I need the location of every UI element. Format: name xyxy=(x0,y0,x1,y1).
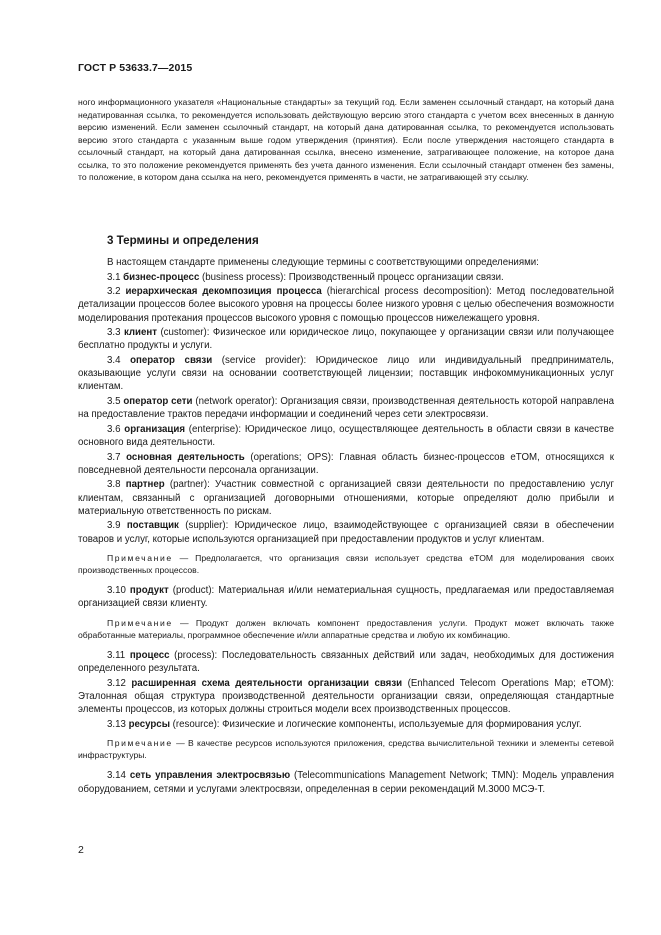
term-3-3: 3.3 клиент (customer): Физическое или юридическое лицо, покупающее у организации связи или получающее бесплатно продукты и услуги. xyxy=(78,327,614,352)
note-3: Примечание — В качестве ресурсов используются приложения, средства вычислительной техники и элементы сетевой инфраструктуры. xyxy=(78,738,614,761)
definitions-body xyxy=(78,256,614,796)
term-name: партнер xyxy=(125,479,165,491)
term-name: оператор связи xyxy=(130,354,213,366)
term-name: иерархическая декомпозиция процесса xyxy=(125,286,322,298)
term-3-13: 3.13 ресурсы (resource): Физические и логические компоненты, используемые для формирования услуг. xyxy=(107,718,582,730)
term-name: поставщик xyxy=(126,520,179,532)
note-label: Примечание xyxy=(107,738,173,748)
note-label: Примечание xyxy=(107,552,173,563)
term-3-14: 3.14 сеть управления электросвязью (Telecommunications Management Network; TMN): Модель управления оборудованием, сетями и услугами электросвязи, определенная в серии рекомендаций М.3000 МСЭ-Т. xyxy=(78,770,614,795)
note-label: Примечание xyxy=(107,617,173,628)
term-name: продукт xyxy=(129,585,169,597)
term-3-12: 3.12 расширенная схема деятельности организации связи (Enhanced Telecom Operations Map; eTOM): Эталонная общая структура производственной деятельности организации связи, определяющая стандартные элементы процессов, из которых должны строиться модели всех производственных процессов. xyxy=(78,677,614,716)
lead-paragraph: В настоящем стандарте применены следующие термины с соответствующими определениями: xyxy=(107,257,539,268)
term-3-9: 3.9 поставщик (supplier): Юридическое лицо, взаимодействующее с организацией связи в обеспечении товаров и услуг, которые используются организацией при предоставлении продуктов и услуг клиентам. xyxy=(78,520,614,545)
term-name: процесс xyxy=(129,650,170,661)
section-title: 3 Термины и определения xyxy=(107,234,259,247)
note-1: Примечание — Предполагается, что организация связи использует средства eTOM для моделирования своих производственных процессов. xyxy=(78,552,614,575)
term-name: организация xyxy=(124,423,185,435)
term-name: оператор сети xyxy=(123,395,193,407)
term-3-11: 3.11 процесс (process): Последовательность связанных действий или задач, необходимых для достижения определенного результата. xyxy=(78,650,614,675)
page-number: 2 xyxy=(78,844,84,856)
term-3-1: 3.1 бизнес-процесс (business process): Производственный процесс организации связи. xyxy=(107,271,504,283)
term-3-8: 3.8 партнер (partner): Участник совместной с организацией связи деятельности по предоставлению услуг клиентам, связанный с организацией договорными отношениями, которые определяют долю прибыли и материальную ответственность по рискам. xyxy=(78,479,614,517)
term-name: бизнес-процесс xyxy=(123,271,200,283)
term-3-5: 3.5 оператор сети (network operator): Организация связи, производственная деятельность которой направлена на предоставление трактов передачи информации и соединений через сети электросвязи. xyxy=(78,395,614,421)
term-name: сеть управления электросвязью xyxy=(129,770,291,782)
term-3-4: 3.4 оператор связи (service provider): Юридическое лицо или индивидуальный предприниматель, оказывающие услуги связи на основании соответствующей лицензии; поставщик инфокоммуникационных услуг клиентам. xyxy=(78,354,614,393)
term-name: ресурсы xyxy=(128,718,170,730)
term-3-2: 3.2 иерархическая декомпозиция процесса (hierarchical process decomposition): Метод последовательной детализации процессов более высокого уровня на процессы более низкого уровня с целью обеспечения возможности моделирования протекания процессов высокого уровня с помощью процессов нижележащего уровня. xyxy=(78,286,614,324)
term-3-7: 3.7 основная деятельность (operations; OPS): Главная область бизнес-процессов eTOM, относящихся к повседневной деятельности персонала организации. xyxy=(78,451,614,476)
term-3-6: 3.6 организация (enterprise): Юридическое лицо, осуществляющее деятельность в области связи в качестве основного вида деятельности. xyxy=(78,423,614,448)
term-3-10: 3.10 продукт (product): Материальная и/или нематериальная сущность, предлагаемая или предоставляемая организацией связи клиенту. xyxy=(78,585,614,610)
term-name: клиент xyxy=(123,327,157,339)
note-2: Примечание — Продукт должен включать компонент предоставления услуги. Продукт может включать также обработанные материалы, программное обеспечение и/или аппаратные средства и любую их комбинацию. xyxy=(78,617,614,640)
standard-header: ГОСТ Р 53633.7—2015 xyxy=(78,62,193,74)
term-name: основная деятельность xyxy=(126,451,245,463)
term-name: расширенная схема деятельности организации связи xyxy=(131,677,403,689)
intro-paragraph: ного информационного указателя «Национальные стандарты» за текущий год. Если заменен ссылочный стандарт, на который дана недатированная ссылка, то рекомендуется использовать действующую версию этого стандарта с учетом всех внесенных в данную версию изменений. Если заменен ссылочный стандарт, на который дана датированная ссылка, то рекомендуется использовать версию этого стандарта с указанным выше годом утверждения (принятия). Если после утверждения настоящего стандарта в ссылочный стандарт, на который дана датированная ссылка, внесено изменение, затрагивающее положение, на которое дана ссылка, то это положение рекомендуется применять без учета данного изменения. Если ссылочный стандарт отменен без замены, то положение, в котором дана ссылка на него, рекомендуется применять в части, не затрагивающей эту ссылку. xyxy=(78,97,614,182)
